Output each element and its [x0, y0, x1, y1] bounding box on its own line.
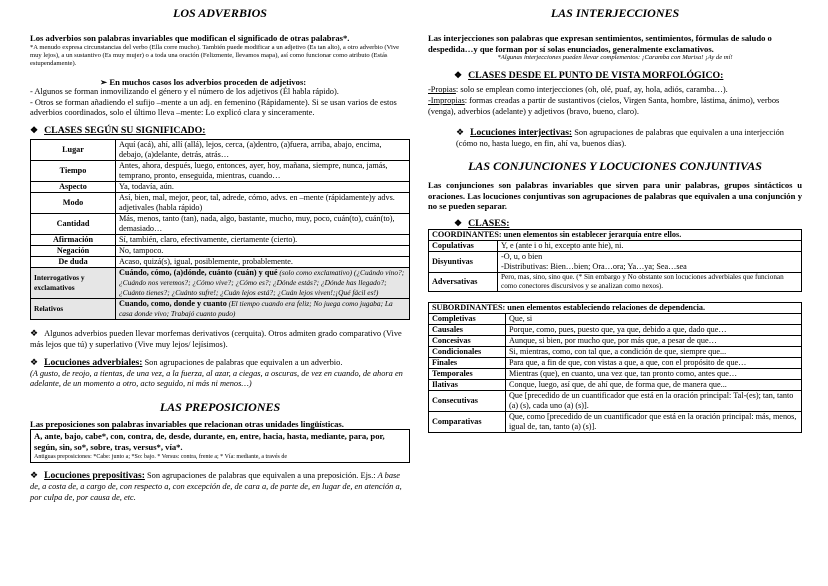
table-row — [429, 368, 802, 379]
interjecciones-title: LAS INTERJECCIONES — [550, 6, 680, 20]
table-row — [429, 346, 802, 357]
diamond-bullet-icon: ❖ — [454, 70, 463, 81]
table-row — [429, 272, 802, 291]
type-examples: Aunque, si bien, por mucho que, por más que, a pesar de que… — [506, 335, 802, 346]
table-row — [429, 411, 802, 432]
coordinantes-header: COORDINANTES: unen elementos sin establecer jerarquía entre ellos. — [429, 229, 802, 240]
preposiciones-title: LAS PREPOSICIONES — [159, 399, 281, 414]
table-row — [31, 257, 410, 268]
preposiciones-intro: Las preposiciones son palabras invariables que relacionan otras unidades lingüísticas. — [30, 418, 344, 429]
class-name: Negación — [31, 246, 116, 257]
table-row — [31, 161, 410, 182]
table-row — [31, 268, 410, 299]
table-row — [31, 246, 410, 257]
locuciones-interjectivas: ❖ Locuciones interjectivas: Son agrupaciones de palabras que equivalen a una interjección (cómo no, hasta luego, en fin, ahí va, buenos días). — [456, 127, 784, 148]
table-row — [31, 214, 410, 235]
adverbios-title: LOS ADVERBIOS — [173, 6, 267, 20]
conjunciones-intro: Las conjunciones son palabras invariables que sirven para unir palabras, grupos sintácticos u oraciones. Las locuciones conjuntivas son agrupaciones de palabras que equivalen a una conjunción y no se pueden separar. — [428, 180, 802, 212]
class-examples: Más, menos, tanto (tan), nada, algo, bastante, mucho, muy, poco, cuán(to), cuán(to), demasiado… — [116, 214, 410, 235]
conjunciones-title: LAS CONJUNCIONES Y LOCUCIONES CONJUNTIVAS — [468, 159, 762, 174]
type-examples: Que [precedido de un cuantificador que está en la oración principal: Tal-(es); tan, tanto (a) (s), cada uno (a) (s)]. — [506, 390, 802, 411]
left-column — [30, 6, 410, 503]
adverbios-cases-title: ➢ En muchos casos los adverbios proceden de adjetivos: — [100, 76, 307, 87]
adverbios-classes-title: ❖ CLASES SEGÚN SU SIGNIFICADO: — [30, 125, 206, 136]
class-examples: Cuando, como, donde y cuanto (El tiempo cuando era feliz; No juega como jugaba; La casa donde vivo; Trabajó cuanto pudo) — [116, 299, 410, 320]
class-examples: Aquí (acá), ahí, allí (allá), lejos, cerca, (a)dentro, (a)fuera, arriba, abajo, encima, debajo, (a)delante, detrás, atrás… — [116, 140, 410, 161]
class-name: Aspecto — [31, 182, 116, 193]
type-name: Copulativas — [429, 240, 498, 251]
table-row — [31, 235, 410, 246]
type-examples: Y, e (ante i o hi, excepto ante hie), ni. — [498, 240, 802, 251]
locuciones-adverbiales: ❖ Locuciones adverbiales: Son agrupaciones de palabras que equivalen a un adverbio. — [30, 357, 343, 369]
type-name: Concesivas — [429, 335, 506, 346]
type-name: Adversativas — [429, 272, 498, 291]
interjecciones-intro: Las interjecciones son palabras que expresan sentimientos, sentimientos, fórmulas de saludo o despedida…y que forman por sí solas enunciados, generalmente exclamativos. — [428, 33, 772, 54]
type-examples: Que, como [precedido de un cuantificador que está en la oración principal: más, menos, igual de, tan, tanto (a) (s)]. — [506, 411, 802, 432]
right-column — [428, 6, 802, 433]
diamond-bullet-icon: ❖ — [30, 470, 39, 481]
class-examples: Antes, ahora, después, luego, entonces, ayer, hoy, mañana, siempre, nunca, jamás, temprano, pronto, enseguida, mientras, cuando… — [116, 161, 410, 182]
class-examples: Cuándo, cómo, (a)dónde, cuánto (cuán) y qué (solo como exclamativo) (¿Cuándo vino?;¿Cuándo nos veremos?; ¿Cómo vive?; ¿Cómo es?; ¿Dónde estás?; ¿Dónde has llegado?; ¿Cuánto tienes?; ¿Cuánto sufre!; ¿Cuán lejos está?; ¿Cuán lejos viven!;¡Qué fácil es!) — [116, 268, 410, 299]
type-name: Causales — [429, 324, 506, 335]
adverbios-classes-table — [30, 139, 410, 320]
adverbios-morfemas: ❖ Algunos adverbios pueden llevar morfemas derivativos (cerquita). Otros admiten grado comparativo (Vive más lejos que tú) y superlativo (Vive muy lejos/ lejísimos). — [30, 328, 402, 349]
subordinantes-table — [428, 302, 802, 433]
preposiciones-note: Antiguas preposiciones: *Cabe: junto a; *So: bajo. * Versus: contra, frente a; * Vía: mediante, a través de — [34, 454, 288, 461]
type-examples: Que, si — [506, 313, 802, 324]
class-examples: No, tampoco. — [116, 246, 410, 257]
conjunciones-classes-title: ❖ CLASES: — [454, 217, 510, 229]
diamond-bullet-icon: ❖ — [456, 127, 465, 138]
type-name: Disyuntivas — [429, 251, 498, 272]
type-name: Comparativas — [429, 411, 506, 432]
diamond-bullet-icon: ❖ — [30, 357, 39, 368]
table-row — [429, 324, 802, 335]
table-row — [429, 335, 802, 346]
interjecciones-classes-title: ❖ CLASES DESDE EL PUNTO DE VISTA MORFOLÓGICO: — [454, 70, 724, 82]
type-name: Completivas — [429, 313, 506, 324]
class-name: Afirmación — [31, 235, 116, 246]
type-examples: -O, u, o bien -Distributivas: Bien…bien; Ora…ora; Ya…ya; Sea…sea — [498, 251, 802, 272]
class-name: Relativos — [31, 299, 116, 320]
adverbios-intro: Los adverbios son palabras invariables que modifican el significado de otras palabras*. — [30, 33, 350, 43]
type-examples: Mientras (que), en cuanto, una vez que, tan pronto como, antes que… — [506, 368, 802, 379]
type-name: Temporales — [429, 368, 506, 379]
class-examples: Acaso, quizá(s), igual, posiblemente, probablemente. — [116, 257, 410, 268]
class-name: De duda — [31, 257, 116, 268]
class-examples: Ya, todavía, aún. — [116, 182, 410, 193]
arrow-icon: ➢ — [100, 76, 110, 87]
class-name: Tiempo — [31, 161, 116, 182]
type-examples: Porque, como, pues, puesto que, ya que, debido a que, dado que… — [506, 324, 802, 335]
table-row — [429, 251, 802, 272]
table-row — [31, 140, 410, 161]
type-name: Condicionales — [429, 346, 506, 357]
table-row — [429, 313, 802, 324]
locuciones-adverbiales-examples: (A gusto, de reojo, a tientas, de una vez, a la fuerza, al azar, a ciegas, a oscuras, de vez en cuando, de ahora en adelante, de un momento a otro, acto seguido, ni más ni menos…) — [30, 368, 403, 389]
class-name: Lugar — [31, 140, 116, 161]
table-row — [429, 379, 802, 390]
class-examples: Así, bien, mal, mejor, peor, tal, adrede, cómo, advs. en –mente (rápidamente)y advs. adjetivales (habla rápido) — [116, 193, 410, 214]
type-name: Finales — [429, 357, 506, 368]
interjecciones-propias: -Propias: solo se emplean como interjecciones (oh, olé, puaf, ay, hola, adiós, caramba…). — [428, 85, 728, 95]
interjecciones-impropias: -Impropias: formas creadas a partir de sustantivos (cielos, Virgen Santa, hombre, lástima, ánimo), verbos (venga), adverbios (adelante) y adjetivos (bravo, bueno, claro). — [428, 96, 780, 116]
diamond-bullet-icon: ❖ — [30, 328, 39, 338]
table-row — [31, 299, 410, 320]
type-name: Consecutivas — [429, 390, 506, 411]
table-row — [31, 193, 410, 214]
preposiciones-box — [30, 429, 410, 463]
subordinantes-header: SUBORDINANTES: unen elementos estableciendo relaciones de dependencia. — [429, 302, 802, 313]
diamond-bullet-icon: ❖ — [30, 125, 39, 135]
table-row — [429, 240, 802, 251]
class-name: Cantidad — [31, 214, 116, 235]
locuciones-prepositivas: ❖ Locuciones prepositivas: Son agrupaciones de palabras que equivalen a una preposición. Ejs.: A base de, a costa de, a cargo de, con respecto a, con excepción de, de cara a, de parte de, en lugar de, en atención a, por culpa de, por causa de, etc. — [30, 470, 402, 502]
preposiciones-list: A, ante, bajo, cabe*, con, contra, de, desde, durante, en, entre, hacia, hasta, mediante, para, por, según, sin, so*, sobre, tras, versus*, vía*. — [34, 431, 385, 453]
type-name: Ilativas — [429, 379, 506, 390]
class-examples: Sí, también, claro, efectivamente, ciertamente (cierto). — [116, 235, 410, 246]
coordinantes-table — [428, 229, 802, 292]
type-examples: Para que, a fin de que, con vistas a que, a que, con el propósito de que… — [506, 357, 802, 368]
class-name: Modo — [31, 193, 116, 214]
interjecciones-note: *Algunas interjecciones pueden llevar complementos: ¡Caramba con Marisa! ¡Ay de mí! — [497, 54, 733, 61]
adverbios-note: *A menudo expresa circunstancias del verbo (Ella corre mucho). También puede modificar a un adjetivo (Es tan alto), a otro adverbio (Vive muy lejos), a un sustantivo (Es muy mujer) o a toda una oración (Felizmente, llevamos mapa), así como funcionar como atributo (Estás estupendamente). — [30, 43, 400, 68]
table-row — [31, 182, 410, 193]
type-examples: Pero, mas, sino, sino que. (* Sin embargo y No obstante son locuciones adverbiales que funcionan como conectores discursivos y se analizan como nexos). — [498, 272, 802, 291]
diamond-bullet-icon: ❖ — [454, 217, 463, 228]
table-row — [429, 357, 802, 368]
class-name: Interrogativos y exclamativos — [31, 268, 116, 299]
type-examples: Si, mientras, como, con tal que, a condición de que, siempre que... — [506, 346, 802, 357]
adverbios-case-1: - Algunos se forman inmovilizando el género y el número de los adjetivos (Él habla rápido). — [30, 87, 339, 97]
adverbios-case-2: - Otros se forman añadiendo el sufijo –mente a un adj. en femenino (Rápidamente). Si se usan varios de estos adverbios coordinados, solo el último lleva –mente: Lo explicó clara y sinceramente. — [30, 97, 397, 118]
table-row — [429, 390, 802, 411]
type-examples: Conque, luego, así que, de ahí que, de forma que, de manera que... — [506, 379, 802, 390]
